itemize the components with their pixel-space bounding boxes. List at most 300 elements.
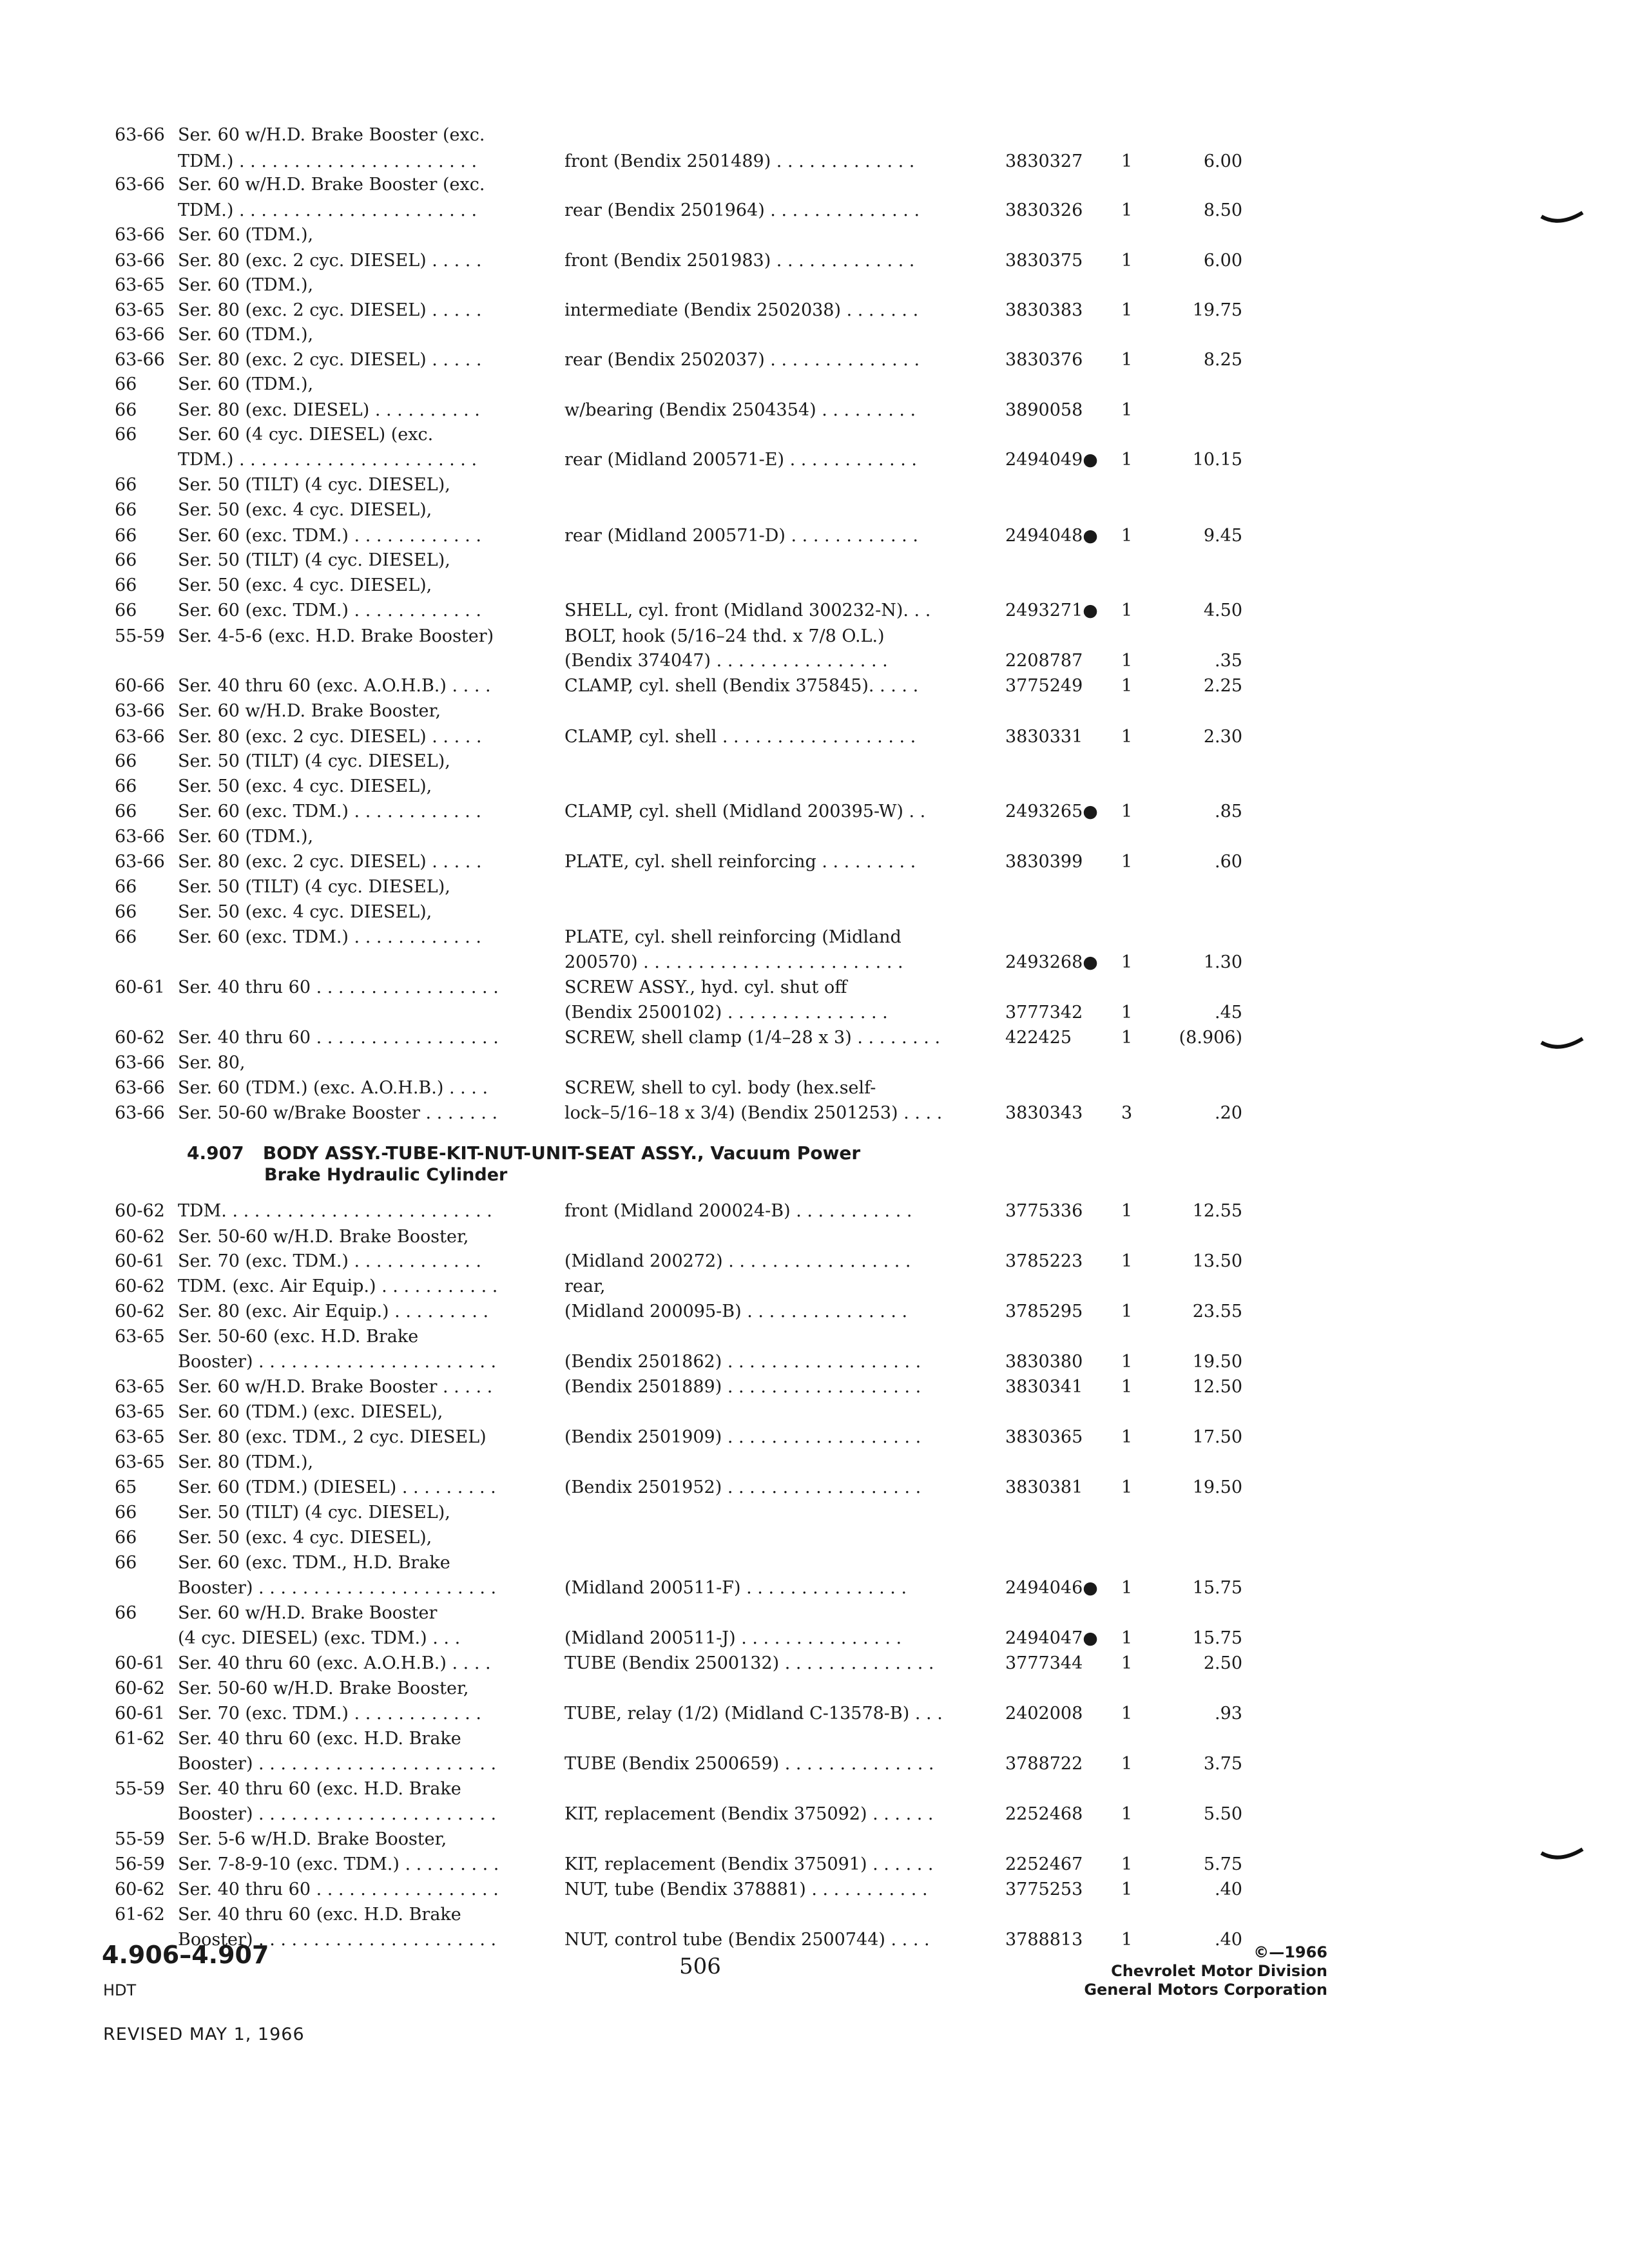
section-heading	[187, 1142, 860, 1164]
part-description: rear,	[564, 1276, 606, 1296]
application: Ser. 60 (TDM.),	[178, 275, 314, 295]
table-row	[0, 222, 1629, 248]
price: 1.30	[1203, 952, 1242, 972]
application: Ser. 40 thru 60 (exc. H.D. Brake	[178, 1905, 461, 1925]
application: Ser. 80,	[178, 1053, 246, 1073]
table-row	[0, 1475, 1629, 1501]
application: Ser. 50 (TILT) (4 cyc. DIESEL),	[178, 475, 450, 495]
application: Ser. 80 (exc. 2 cyc. DIESEL) . . . . .	[178, 251, 482, 271]
part-number: 3830331	[1005, 727, 1083, 747]
table-row	[0, 1726, 1629, 1752]
year-range: 63-66	[115, 225, 165, 245]
price: 5.75	[1203, 1854, 1242, 1874]
price: .20	[1215, 1103, 1242, 1123]
part-description: CLAMP, cyl. shell (Midland 200395-W) . .	[564, 802, 926, 822]
part-description: rear (Midland 200571-D) . . . . . . . . . . . .	[564, 526, 918, 546]
part-description: TUBE, relay (1/2) (Midland C-13578-B) . . .	[564, 1704, 943, 1724]
part-description: BOLT, hook (5/16–24 thd. x 7/8 O.L.)	[564, 626, 885, 646]
part-number: 3777342	[1005, 1003, 1083, 1023]
part-description: TUBE (Bendix 2500659) . . . . . . . . . . . . . .	[564, 1754, 934, 1774]
table-row	[0, 1550, 1629, 1576]
price: 19.75	[1192, 300, 1242, 320]
year-range: 55-59	[115, 1779, 165, 1799]
part-number: 3890058	[1005, 400, 1083, 420]
table-row	[0, 1249, 1629, 1274]
application: Ser. 40 thru 60 (exc. A.O.H.B.) . . . .	[178, 1653, 491, 1673]
quantity: 1	[1121, 1201, 1133, 1221]
quantity: 3	[1121, 1103, 1133, 1123]
table-row	[0, 1274, 1629, 1300]
application: Ser. 40 thru 60 (exc. A.O.H.B.) . . . .	[178, 676, 491, 696]
part-description: front (Midland 200024-B) . . . . . . . . . . .	[564, 1201, 912, 1221]
revision-date: REVISED MAY 1, 1966	[103, 2024, 305, 2044]
table-row	[0, 598, 1629, 624]
part-description: (Bendix 2501909) . . . . . . . . . . . . . . . . . .	[564, 1427, 921, 1447]
part-number: 2493271●	[1005, 601, 1098, 620]
application: Ser. 60 w/H.D. Brake Booster	[178, 1603, 438, 1623]
table-row	[0, 472, 1629, 498]
application: Ser. 40 thru 60 (exc. H.D. Brake	[178, 1779, 461, 1799]
copyright-year: ©—1966	[1253, 1943, 1327, 1961]
year-range: 60-62	[115, 1678, 165, 1698]
application: Booster) . . . . . . . . . . . . . . . . . . . . . .	[178, 1754, 497, 1774]
year-range: 63-65	[115, 1327, 165, 1347]
part-description: KIT, replacement (Bendix 375092) . . . . . .	[564, 1804, 934, 1824]
quantity: 1	[1121, 852, 1133, 872]
quantity: 1	[1121, 676, 1133, 696]
application: Ser. 50-60 w/Brake Booster . . . . . . .	[178, 1103, 498, 1123]
quantity: 1	[1121, 1930, 1133, 1950]
year-range: 63-65	[115, 1452, 165, 1472]
table-row	[0, 1751, 1629, 1777]
application: Ser. 60 (4 cyc. DIESEL) (exc.	[178, 425, 434, 445]
part-number: 3788722	[1005, 1754, 1083, 1774]
table-row	[0, 1075, 1629, 1101]
application: Ser. 4-5-6 (exc. H.D. Brake Booster)	[178, 626, 494, 646]
table-row	[0, 624, 1629, 649]
quantity: 1	[1121, 952, 1133, 972]
year-range: 60-62	[115, 1302, 165, 1321]
part-description: intermediate (Bendix 2502038) . . . . . . .	[564, 300, 919, 320]
table-row	[0, 774, 1629, 800]
application: Ser. 50 (TILT) (4 cyc. DIESEL),	[178, 1503, 450, 1523]
table-row	[0, 724, 1629, 750]
year-range: 66	[115, 927, 137, 947]
table-row	[0, 248, 1629, 274]
year-range: 63-65	[115, 1377, 165, 1397]
application: Ser. 50-60 w/H.D. Brake Booster,	[178, 1227, 469, 1247]
table-row	[0, 1575, 1629, 1601]
price: 12.55	[1192, 1201, 1242, 1221]
part-description: (Bendix 2501889) . . . . . . . . . . . . . . . . . .	[564, 1377, 921, 1397]
application: TDM.) . . . . . . . . . . . . . . . . . . . . . .	[178, 200, 477, 220]
price: 8.50	[1203, 200, 1242, 220]
application: Booster) . . . . . . . . . . . . . . . . . . . . . .	[178, 1804, 497, 1824]
quantity: 1	[1121, 1628, 1133, 1648]
application: Ser. 60 (exc. TDM.) . . . . . . . . . . . .	[178, 601, 481, 620]
application: Ser. 50 (exc. 4 cyc. DIESEL),	[178, 902, 432, 922]
application: (4 cyc. DIESEL) (exc. TDM.) . . .	[178, 1628, 461, 1648]
application: Ser. 50 (exc. 4 cyc. DIESEL),	[178, 1528, 432, 1548]
application: Ser. 50 (TILT) (4 cyc. DIESEL),	[178, 751, 450, 771]
part-description: CLAMP, cyl. shell (Bendix 375845). . . . .	[564, 676, 919, 696]
year-range: 66	[115, 902, 137, 922]
application: Ser. 60 (TDM.) (exc. DIESEL),	[178, 1402, 443, 1422]
part-description: (Bendix 2500102) . . . . . . . . . . . . . . .	[564, 1003, 888, 1023]
part-description: (Midland 200511-F) . . . . . . . . . . . . . . .	[564, 1578, 907, 1598]
year-range: 63-65	[115, 1427, 165, 1447]
part-description: SHELL, cyl. front (Midland 300232-N). . .	[564, 601, 931, 620]
part-description: TUBE (Bendix 2500132) . . . . . . . . . . . . . .	[564, 1653, 934, 1673]
application: TDM.) . . . . . . . . . . . . . . . . . . . . . .	[178, 450, 477, 470]
table-row	[0, 1600, 1629, 1626]
table-row	[0, 648, 1629, 674]
part-description: PLATE, cyl. shell reinforcing . . . . . . . . .	[564, 852, 916, 872]
application: Ser. 60 (exc. TDM., H.D. Brake	[178, 1553, 450, 1573]
price: 4.50	[1203, 601, 1242, 620]
table-row	[0, 122, 1629, 148]
application: Ser. 60 (TDM.),	[178, 827, 314, 847]
table-row	[0, 1500, 1629, 1526]
table-row	[0, 1676, 1629, 1702]
year-range: 60-61	[115, 1653, 165, 1673]
year-range: 66	[115, 550, 137, 570]
price: 6.00	[1203, 151, 1242, 171]
application: Ser. 80 (exc. DIESEL) . . . . . . . . . .	[178, 400, 480, 420]
price: 2.25	[1203, 676, 1242, 696]
quantity: 1	[1121, 1653, 1133, 1673]
table-row	[0, 497, 1629, 523]
table-row	[0, 874, 1629, 900]
application: Ser. 80 (exc. 2 cyc. DIESEL) . . . . .	[178, 852, 482, 872]
application: Ser. 60 w/H.D. Brake Booster (exc.	[178, 125, 485, 145]
table-row	[0, 1701, 1629, 1727]
year-range: 66	[115, 475, 137, 495]
year-range: 56-59	[115, 1854, 165, 1874]
table-row	[0, 422, 1629, 448]
part-number: 3775249	[1005, 676, 1083, 696]
year-range: 66	[115, 575, 137, 595]
table-row	[0, 899, 1629, 925]
application: Ser. 60 (TDM.) (DIESEL) . . . . . . . . .	[178, 1477, 496, 1497]
application: Ser. 60 w/H.D. Brake Booster . . . . .	[178, 1377, 493, 1397]
price: 2.50	[1203, 1653, 1242, 1673]
table-row	[0, 950, 1629, 975]
year-range: 63-66	[115, 701, 165, 721]
part-number: 3775336	[1005, 1201, 1083, 1221]
part-number: 422425	[1005, 1028, 1072, 1048]
part-number: 3830341	[1005, 1377, 1083, 1397]
part-number: 2494046●	[1005, 1578, 1098, 1598]
application: Booster) . . . . . . . . . . . . . . . . . . . . . .	[178, 1930, 497, 1950]
application: Ser. 40 thru 60 . . . . . . . . . . . . . . . . .	[178, 1028, 499, 1048]
table-row	[0, 673, 1629, 699]
table-row	[0, 1525, 1629, 1551]
quantity: 1	[1121, 526, 1133, 546]
application: Ser. 60 (TDM.),	[178, 325, 314, 345]
price: 8.25	[1203, 350, 1242, 370]
part-description: CLAMP, cyl. shell . . . . . . . . . . . . . . . . . .	[564, 727, 916, 747]
part-description: SCREW, shell to cyl. body (hex.self-	[564, 1078, 876, 1098]
part-number: 2494048●	[1005, 526, 1098, 546]
year-range: 63-66	[115, 1103, 165, 1123]
year-range: 60-62	[115, 1276, 165, 1296]
part-description: front (Bendix 2501983) . . . . . . . . . . . . .	[564, 251, 915, 271]
table-row	[0, 398, 1629, 423]
part-number: 2208787	[1005, 651, 1083, 671]
price: (8.906)	[1179, 1028, 1242, 1048]
table-row	[0, 1651, 1629, 1677]
table-row	[0, 347, 1629, 373]
quantity: 1	[1121, 400, 1133, 420]
application: Ser. 50 (exc. 4 cyc. DIESEL),	[178, 500, 432, 520]
binding-mark	[1540, 210, 1585, 228]
year-range: 55-59	[115, 1829, 165, 1849]
part-number: 3830381	[1005, 1477, 1083, 1497]
quantity: 1	[1121, 151, 1133, 171]
application: TDM. (exc. Air Equip.) . . . . . . . . . . .	[178, 1276, 498, 1296]
application: Ser. 60 (TDM.) (exc. A.O.H.B.) . . . .	[178, 1078, 488, 1098]
section-number: 4.907	[187, 1142, 244, 1164]
table-row	[0, 573, 1629, 599]
table-row	[0, 372, 1629, 398]
part-number: 3830326	[1005, 200, 1083, 220]
application: TDM.) . . . . . . . . . . . . . . . . . . . . . .	[178, 151, 477, 171]
part-description: SCREW ASSY., hyd. cyl. shut off	[564, 977, 847, 997]
price: .35	[1215, 651, 1242, 671]
part-number: 3830399	[1005, 852, 1083, 872]
quantity: 1	[1121, 1477, 1133, 1497]
quantity: 1	[1121, 350, 1133, 370]
table-row	[0, 198, 1629, 224]
part-number: 2494047●	[1005, 1628, 1098, 1648]
application: Ser. 80 (exc. 2 cyc. DIESEL) . . . . .	[178, 300, 482, 320]
part-number: 3830327	[1005, 151, 1083, 171]
binding-mark	[1540, 1036, 1585, 1054]
part-number: 3830375	[1005, 251, 1083, 271]
part-number: 3830380	[1005, 1352, 1083, 1372]
table-row	[0, 523, 1629, 549]
price: 2.30	[1203, 727, 1242, 747]
year-range: 63-65	[115, 1402, 165, 1422]
table-row	[0, 1198, 1629, 1224]
table-row	[0, 824, 1629, 850]
copyright-block	[1031, 1943, 1327, 1999]
year-range: 66	[115, 802, 137, 822]
quantity: 1	[1121, 1003, 1133, 1023]
application: Ser. 60 (exc. TDM.) . . . . . . . . . . . .	[178, 927, 481, 947]
quantity: 1	[1121, 1028, 1133, 1048]
table-row	[0, 322, 1629, 348]
table-row	[0, 1450, 1629, 1475]
application: Ser. 50-60 (exc. H.D. Brake	[178, 1327, 419, 1347]
section-subtitle: Brake Hydraulic Cylinder	[264, 1165, 508, 1185]
table-row	[0, 172, 1629, 198]
year-range: 60-62	[115, 1227, 165, 1247]
part-number: 3830383	[1005, 300, 1083, 320]
table-row	[0, 1050, 1629, 1076]
part-description: PLATE, cyl. shell reinforcing (Midland	[564, 927, 901, 947]
part-description: rear (Bendix 2501964) . . . . . . . . . . . . . .	[564, 200, 920, 220]
application: Ser. 40 thru 60 . . . . . . . . . . . . . . . . .	[178, 977, 499, 997]
part-number: 2252468	[1005, 1804, 1083, 1824]
application: Ser. 60 (exc. TDM.) . . . . . . . . . . . .	[178, 526, 481, 546]
year-range: 63-66	[115, 175, 165, 195]
quantity: 1	[1121, 450, 1133, 470]
table-row	[0, 849, 1629, 875]
year-range: 60-62	[115, 1879, 165, 1899]
part-number: 3830343	[1005, 1103, 1083, 1123]
year-range: 66	[115, 1553, 137, 1573]
year-range: 60-61	[115, 1251, 165, 1271]
quantity: 1	[1121, 1704, 1133, 1724]
quantity: 1	[1121, 651, 1133, 671]
quantity: 1	[1121, 601, 1133, 620]
application: Ser. 60 w/H.D. Brake Booster (exc.	[178, 175, 485, 195]
price: 17.50	[1192, 1427, 1242, 1447]
part-description: rear (Midland 200571-E) . . . . . . . . . . . .	[564, 450, 917, 470]
section-title: BODY ASSY.-TUBE-KIT-NUT-UNIT-SEAT ASSY., Vacuum Power	[262, 1142, 861, 1164]
part-description: (Midland 200511-J) . . . . . . . . . . . . . . .	[564, 1628, 902, 1648]
application: Ser. 80 (exc. 2 cyc. DIESEL) . . . . .	[178, 727, 482, 747]
quantity: 1	[1121, 1854, 1133, 1874]
year-range: 66	[115, 601, 137, 620]
application: Ser. 40 thru 60 (exc. H.D. Brake	[178, 1729, 461, 1749]
quantity: 1	[1121, 1804, 1133, 1824]
table-row	[0, 1425, 1629, 1450]
table-row	[0, 975, 1629, 1001]
copyright-division: Chevrolet Motor Division	[1111, 1962, 1327, 1980]
price: .40	[1215, 1879, 1242, 1899]
part-description: KIT, replacement (Bendix 375091) . . . . . .	[564, 1854, 934, 1874]
year-range: 63-66	[115, 350, 165, 370]
year-range: 55-59	[115, 626, 165, 646]
year-range: 66	[115, 776, 137, 796]
price: 5.50	[1203, 1804, 1242, 1824]
year-range: 61-62	[115, 1729, 165, 1749]
application: Ser. 60 (TDM.),	[178, 225, 314, 245]
part-number: 3830376	[1005, 350, 1083, 370]
binding-mark	[1540, 1847, 1585, 1865]
table-row	[0, 698, 1629, 724]
application: Ser. 50-60 w/H.D. Brake Booster,	[178, 1678, 469, 1698]
price: 12.50	[1192, 1377, 1242, 1397]
price: 15.75	[1192, 1628, 1242, 1648]
part-number: 2493265●	[1005, 802, 1098, 822]
table-row	[0, 447, 1629, 473]
price: 19.50	[1192, 1477, 1242, 1497]
table-row	[0, 1224, 1629, 1250]
application: Ser. 70 (exc. TDM.) . . . . . . . . . . . .	[178, 1251, 481, 1271]
application: Ser. 80 (exc. Air Equip.) . . . . . . . . .	[178, 1302, 489, 1321]
table-row	[0, 1000, 1629, 1026]
year-range: 63-66	[115, 251, 165, 271]
quantity: 1	[1121, 802, 1133, 822]
part-number: 3785295	[1005, 1302, 1083, 1321]
year-range: 63-65	[115, 275, 165, 295]
table-row	[0, 1324, 1629, 1350]
year-range: 60-62	[115, 1028, 165, 1048]
year-range: 66	[115, 425, 137, 445]
application: Ser. 80 (TDM.),	[178, 1452, 314, 1472]
part-number: 3775253	[1005, 1879, 1083, 1899]
application: Ser. 50 (TILT) (4 cyc. DIESEL),	[178, 877, 450, 897]
table-row	[0, 1776, 1629, 1802]
quantity: 1	[1121, 1302, 1133, 1321]
part-description: NUT, control tube (Bendix 2500744) . . . .	[564, 1930, 930, 1950]
application: Ser. 50 (TILT) (4 cyc. DIESEL),	[178, 550, 450, 570]
table-row	[0, 1827, 1629, 1852]
application: Ser. 60 (exc. TDM.) . . . . . . . . . . . .	[178, 802, 481, 822]
quantity: 1	[1121, 300, 1133, 320]
part-number: 3777344	[1005, 1653, 1083, 1673]
year-range: 65	[115, 1477, 137, 1497]
table-row	[0, 1349, 1629, 1375]
year-range: 63-66	[115, 727, 165, 747]
application: Ser. 50 (exc. 4 cyc. DIESEL),	[178, 575, 432, 595]
application: Ser. 7-8-9-10 (exc. TDM.) . . . . . . . . .	[178, 1854, 499, 1874]
price: 10.15	[1192, 450, 1242, 470]
quantity: 1	[1121, 1377, 1133, 1397]
application: Ser. 50 (exc. 4 cyc. DIESEL),	[178, 776, 432, 796]
price: 23.55	[1192, 1302, 1242, 1321]
quantity: 1	[1121, 200, 1133, 220]
year-range: 63-66	[115, 1078, 165, 1098]
year-range: 63-66	[115, 1053, 165, 1073]
price: 15.75	[1192, 1578, 1242, 1598]
table-row	[0, 749, 1629, 774]
table-row	[0, 1299, 1629, 1325]
table-row	[0, 548, 1629, 573]
price: 9.45	[1203, 526, 1242, 546]
table-row	[0, 149, 1629, 175]
part-description: (Midland 200095-B) . . . . . . . . . . . . . . .	[564, 1302, 908, 1321]
year-range: 66	[115, 526, 137, 546]
price: .40	[1215, 1930, 1242, 1950]
quantity: 1	[1121, 1754, 1133, 1774]
application: Ser. 70 (exc. TDM.) . . . . . . . . . . . .	[178, 1704, 481, 1724]
quantity: 1	[1121, 251, 1133, 271]
part-number: 2252467	[1005, 1854, 1083, 1874]
year-range: 63-66	[115, 827, 165, 847]
table-row	[0, 925, 1629, 950]
year-range: 60-61	[115, 977, 165, 997]
application: Ser. 40 thru 60 . . . . . . . . . . . . . . . . .	[178, 1879, 499, 1899]
table-row	[0, 1626, 1629, 1651]
quantity: 1	[1121, 1879, 1133, 1899]
page-number: 506	[679, 1954, 721, 1979]
table-row	[0, 273, 1629, 298]
table-row	[0, 1852, 1629, 1878]
section-range: 4.906–4.907	[102, 1941, 269, 1969]
year-range: 66	[115, 751, 137, 771]
part-number: 3785223	[1005, 1251, 1083, 1271]
part-description: 200570) . . . . . . . . . . . . . . . . . . . . . . . .	[564, 952, 903, 972]
table-row	[0, 1802, 1629, 1827]
part-description: NUT, tube (Bendix 378881) . . . . . . . . . . .	[564, 1879, 928, 1899]
price: .60	[1215, 852, 1242, 872]
table-row	[0, 1100, 1629, 1126]
price: 3.75	[1203, 1754, 1242, 1774]
part-number: 2493268●	[1005, 952, 1098, 972]
part-description: (Bendix 2501952) . . . . . . . . . . . . . . . . . .	[564, 1477, 921, 1497]
price: 13.50	[1192, 1251, 1242, 1271]
table-row	[0, 298, 1629, 323]
year-range: 61-62	[115, 1905, 165, 1925]
copyright-corporation: General Motors Corporation	[1084, 1981, 1327, 1999]
year-range: 66	[115, 1503, 137, 1523]
year-range: 63-66	[115, 325, 165, 345]
